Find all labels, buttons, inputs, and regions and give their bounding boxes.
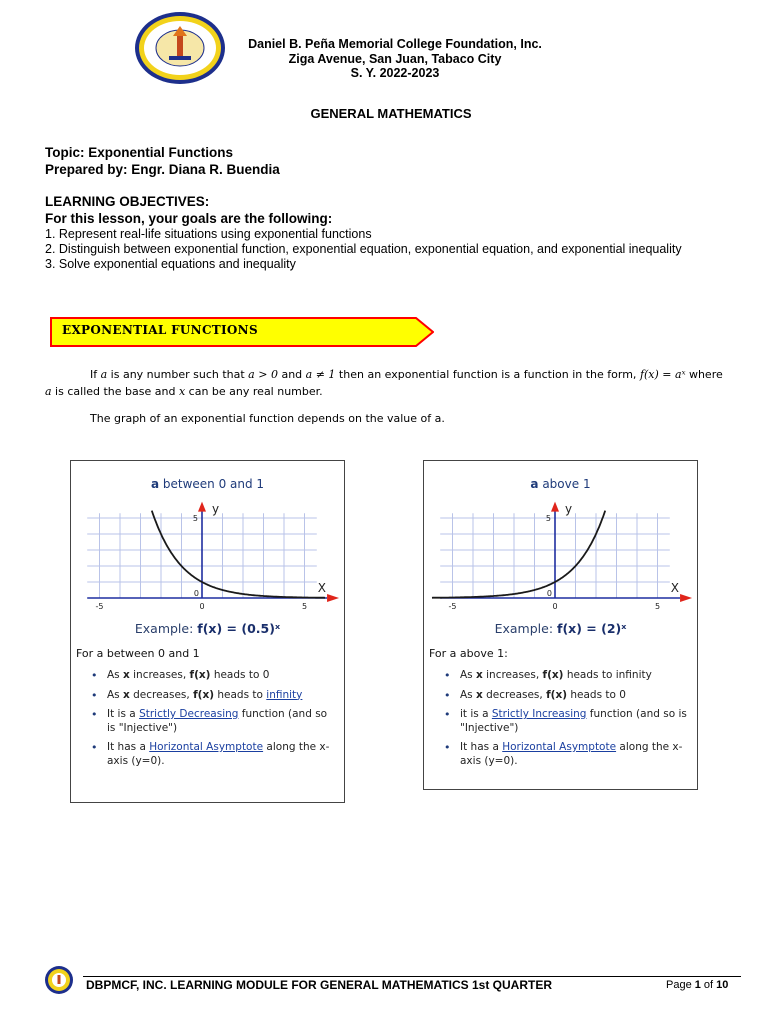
term-link[interactable]: Horizontal Asymptote: [502, 741, 617, 753]
y-axis-arrow: [551, 502, 559, 512]
prepared-by: Prepared by: Engr. Diana R. Buendia: [45, 162, 280, 177]
objectives-intro: For this lesson, your goals are the following:: [45, 211, 333, 226]
property-item: • It is a Strictly Decreasing function (and so is "Injective"): [85, 708, 337, 735]
function-curve: [432, 511, 605, 598]
x-axis-arrow: [680, 594, 692, 602]
tick-label: 0: [552, 602, 558, 611]
exponential-growth-graph: [424, 497, 697, 617]
school-name: Daniel B. Peña Memorial College Foundation, Inc.: [248, 37, 542, 51]
definition-line: If a is any number such that a > 0 and a ≠ 1 then an exponential function is a function in the form, f(x) = aˣ where a is called the base and x can be any real number.: [45, 368, 723, 398]
topic: Topic: Exponential Functions: [45, 145, 233, 160]
function-curve: [152, 511, 325, 598]
footer-seal-logo: [44, 965, 74, 995]
panel-title: a between 0 and 1: [150, 477, 265, 491]
property-item: • As x increases, f(x) heads to infinity: [438, 669, 690, 683]
y-axis-arrow: [198, 502, 206, 512]
objective-item: 1. Represent real-life situations using exponential functions: [45, 227, 372, 241]
tick-label: -5: [95, 602, 104, 611]
tick-label: 0: [199, 602, 205, 611]
tick-label: 5: [192, 514, 198, 523]
exponential-decay-graph: [71, 497, 344, 617]
objective-item: 2. Distinguish between exponential function, exponential equation, exponential equation, and exponential inequality: [45, 242, 682, 256]
learning-objectives: [45, 193, 705, 272]
footer-text: DBPMCF, INC. LEARNING MODULE FOR GENERAL MATHEMATICS 1st QUARTER: [86, 978, 553, 992]
objectives-heading: LEARNING OBJECTIVES:: [45, 194, 210, 209]
property-item: • As x decreases, f(x) heads to infinity: [85, 689, 337, 703]
y-axis-label: y: [565, 502, 573, 517]
term-link[interactable]: Horizontal Asymptote: [149, 741, 264, 753]
tick-label: 5: [301, 602, 308, 611]
panel-title: a above 1: [530, 477, 591, 491]
property-list: [438, 669, 690, 774]
term-link[interactable]: Strictly Increasing: [491, 708, 587, 720]
school-address: Ziga Avenue, San Juan, Tabaco City: [288, 51, 502, 66]
tick-label: 0: [193, 589, 199, 598]
term-link[interactable]: infinity: [266, 688, 303, 701]
section-banner-label: EXPONENTIAL FUNCTIONS: [62, 323, 258, 337]
tick-label: -5: [448, 602, 457, 611]
property-item: • It has a Horizontal Asymptote along the x-axis (y=0).: [85, 741, 337, 768]
tick-label: 5: [545, 514, 551, 523]
x-axis-label: X: [317, 581, 327, 595]
property-item: • It has a Horizontal Asymptote along the x-axis (y=0).: [438, 741, 690, 768]
school-header: [200, 37, 590, 81]
property-list: [85, 669, 337, 774]
panel-lead: For a between 0 and 1: [76, 647, 200, 660]
tick-label: 5: [654, 602, 661, 611]
example-formula: Example: f(x) = (2)ˣ: [494, 621, 627, 636]
objective-item: 3. Solve exponential equations and inequality: [45, 257, 296, 271]
example-formula: Example: f(x) = (0.5)ˣ: [134, 621, 281, 636]
tick-label: 0: [546, 589, 552, 598]
panel-base-between-0-and-1: [70, 460, 345, 803]
property-item: • As x decreases, f(x) heads to 0: [438, 689, 690, 703]
footer-divider: [83, 976, 741, 977]
y-axis-label: y: [212, 502, 220, 517]
property-item: • it is a Strictly Increasing function (and so is "Injective"): [438, 708, 690, 735]
x-axis-arrow: [327, 594, 339, 602]
lesson-meta: [45, 144, 280, 178]
property-item: • As x increases, f(x) heads to 0: [85, 669, 337, 683]
school-year: S. Y. 2022-2023: [350, 66, 440, 80]
panel-lead: For a above 1:: [429, 647, 508, 660]
term-link[interactable]: Strictly Decreasing: [139, 708, 239, 720]
panel-base-above-1: [423, 460, 698, 790]
subject-title: GENERAL MATHEMATICS: [310, 106, 472, 121]
definition-paragraph: [45, 367, 725, 428]
x-axis-label: X: [670, 581, 680, 595]
graph-note: The graph of an exponential function depends on the value of a.: [90, 412, 445, 425]
page-number: Page 1 of 10: [666, 979, 729, 991]
